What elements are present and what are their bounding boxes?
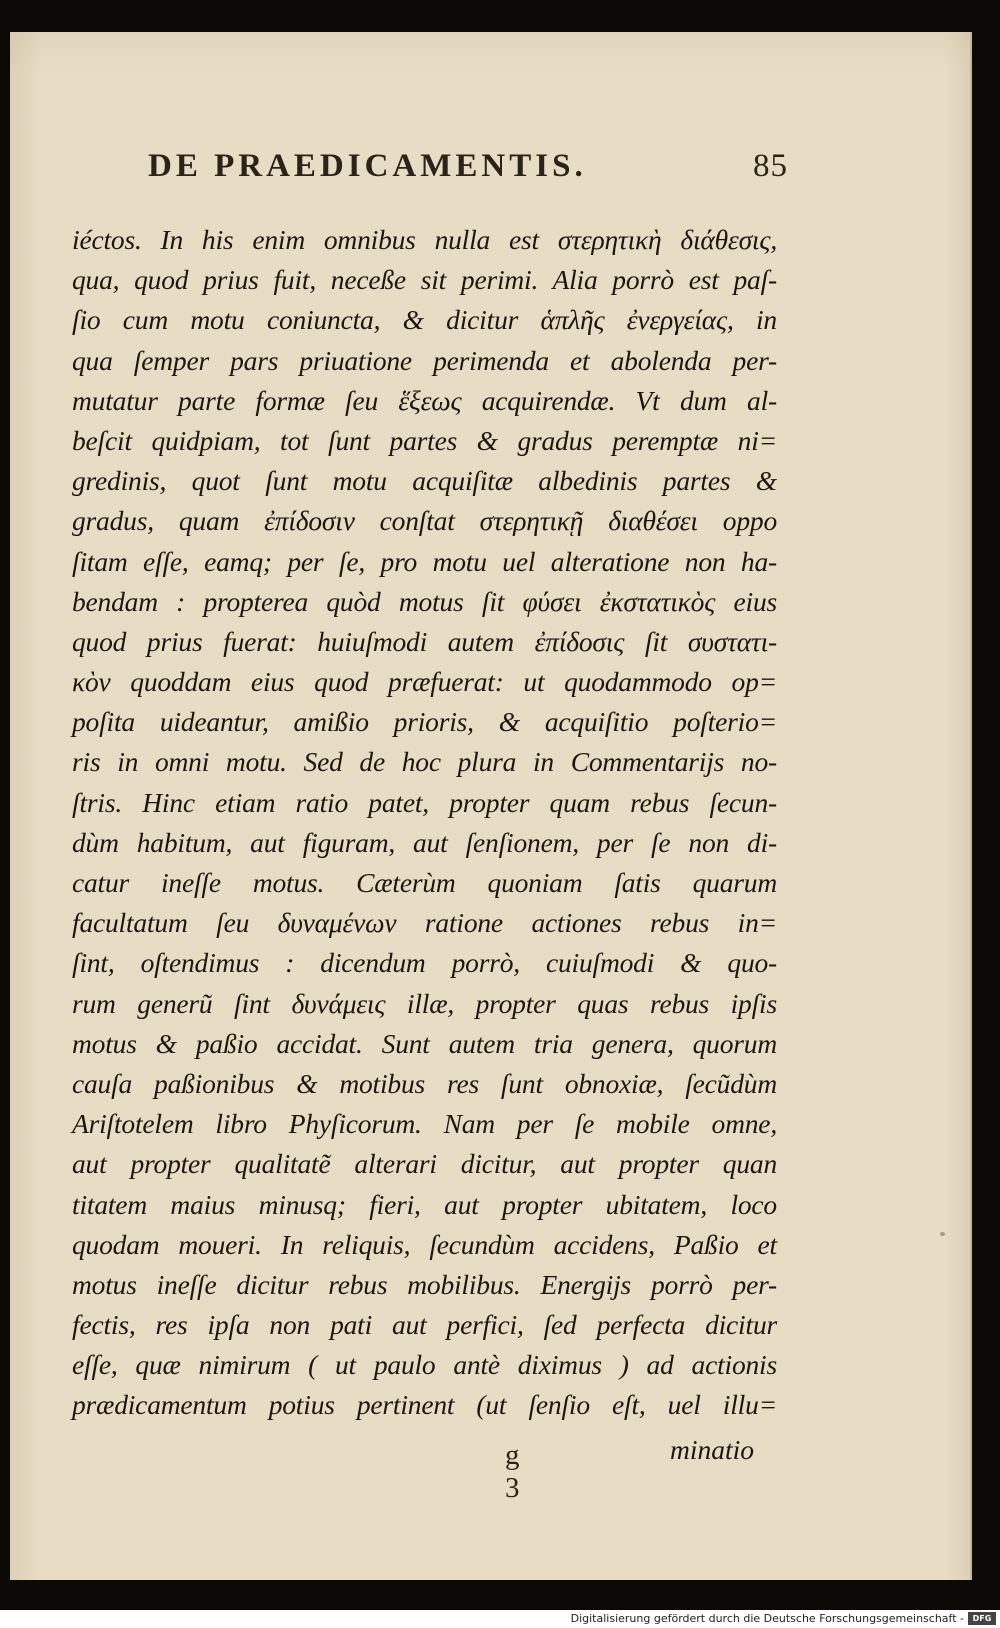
paper-speck [940,1232,945,1236]
text-line: qua ſemper pars priuatione perimenda et abolenda per- [72,344,777,376]
text-line: poſita uideantur, amißio prioris, & acquiſitio poſterio= [72,706,777,738]
text-line: fectis, res ipſa non pati aut perfici, ſed perfecta dicitur [72,1309,777,1341]
footer-bar [0,1610,1000,1628]
text-line: quodam moueri. In reliquis, ſecundùm accidens, Paßio et [72,1228,777,1260]
text-line: quod prius fuerat: huiuſmodi autem ἐπίδοσις ſit συστατι- [72,625,777,657]
text-line: aut propter qualitatẽ alterari dicitur, aut propter quan [72,1148,777,1180]
text-line: gradus, quam ἐπίδοσιν conſtat στερητικῇ διαθέσει oppo [72,505,777,537]
signature-mark: g 3 [505,1439,538,1504]
catchword: minatio [670,1434,755,1465]
text-line: catur ineſſe motus. Cæterùm quoniam ſatis quarum [72,867,777,898]
text-line: ſint, oſtendimus : dicendum porrò, cuiuſmodi & quo- [72,947,777,979]
running-head-title: DE PRAEDICAMENTIS. [148,148,587,184]
text-line: bendam : propterea quòd motus ſit φύσει ἐκστατικὸς eius [72,585,777,617]
text-line: ſtris. Hinc etiam ratio patet, propter quam rebus ſecun- [72,786,777,818]
text-line: dùm habitum, aut figuram, aut ſenſionem, per ſe non di- [72,826,777,858]
funding-credit: Digitalisierung gefördert durch die Deutsche Forschungsgemeinschaft - [570,1612,964,1625]
text-line: prædicamentum potius pertinent (ut ſenſio eſt, uel illu= [72,1389,777,1421]
text-line: mutatur parte formæ ſeu ἕξεως acquirendæ. Vt dum al- [72,384,777,416]
text-line: qua, quod prius fuit, neceße sit perimi. Alia porrò est paſ- [72,264,777,296]
text-line: κὸν quoddam eius quod præfuerat: ut quodammodo op= [72,666,777,698]
running-head [148,148,788,194]
text-line: ſitam eſſe, eamq; per ſe, pro motu uel alteratione non ha- [72,545,777,577]
text-line: ſio cum motu coniuncta, & dicitur ἁπλῆς ἐνεργείας, in [72,304,777,336]
text-line: ris in omni motu. Sed de hoc plura in Commentarijs no- [72,746,777,778]
text-line: rum generũ ſint δυνάμεις illæ, propter quas rebus ipſis [72,987,777,1019]
text-line: motus & paßio accidat. Sunt autem tria genera, quorum [72,1027,777,1059]
text-line: motus ineſſe dicitur rebus mobilibus. Energijs porrò per- [72,1268,777,1300]
dfg-logo: DFG [968,1612,996,1625]
book-page [10,32,972,1580]
text-line: gredinis, quot ſunt motu acquiſitæ albedinis partes & [72,465,777,497]
text-line: facultatum ſeu δυναμένων ratione actiones rebus in= [72,907,777,939]
body-text [72,220,777,1426]
text-line: eſſe, quæ nimirum ( ut paulo antè diximus ) ad actionis [72,1349,777,1381]
text-line: titatem maius minusq; fieri, aut propter ubitatem, loco [72,1188,777,1220]
page-number: 85 [753,148,788,184]
text-line: beſcit quidpiam, tot ſunt partes & gradus peremptæ ni= [72,424,777,456]
text-line: cauſa paßionibus & motibus res ſunt obnoxiæ, ſecũdùm [72,1067,777,1099]
text-line: Ariſtotelem libro Phyſicorum. Nam per ſe mobile omne, [72,1108,777,1140]
text-line: iéctos. In his enim omnibus nulla est στερητικὴ διάθεσις, [72,224,777,255]
